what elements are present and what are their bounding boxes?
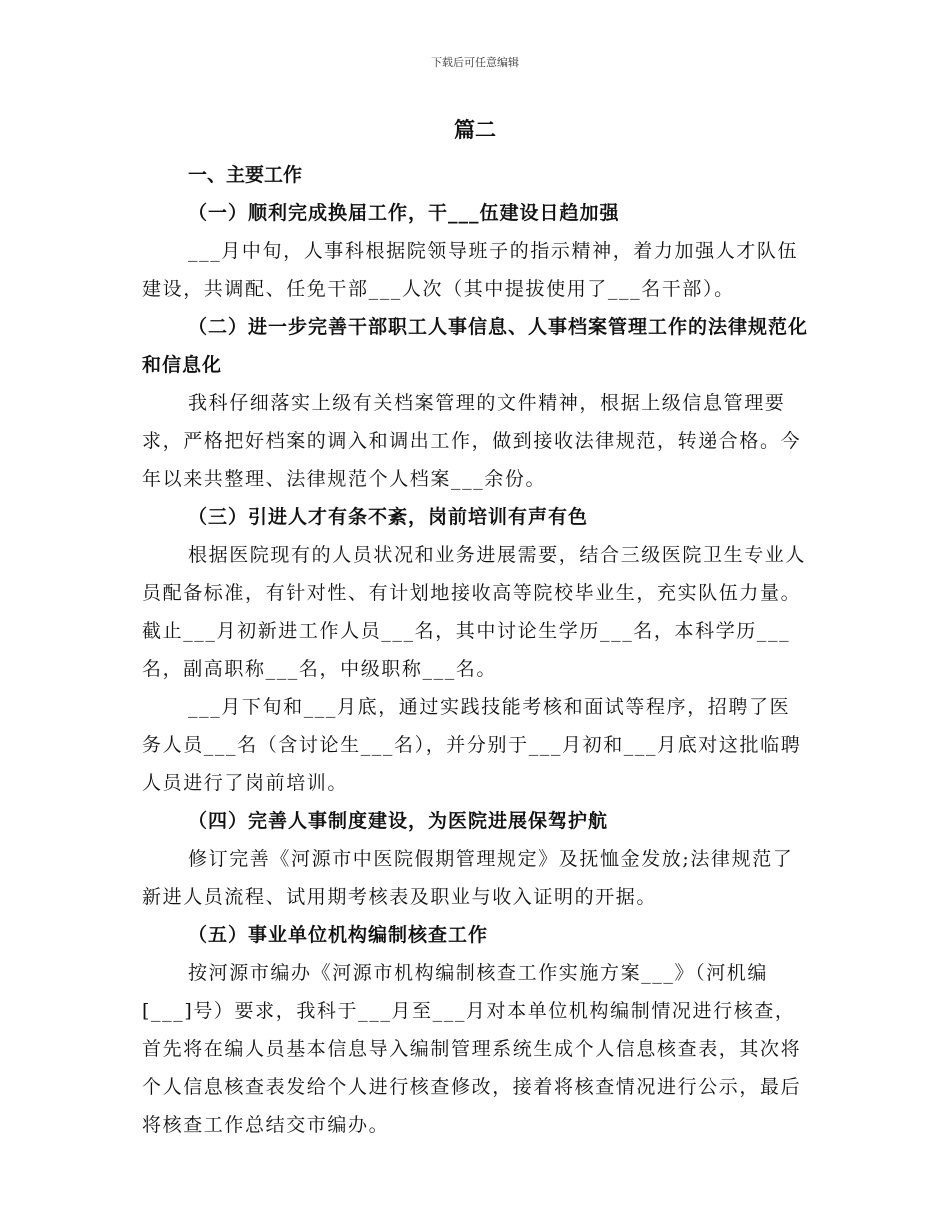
paragraph-1: ___月中旬，人事科根据院领导班子的指示精神，着力加强人才队伍建设，共调配、任免干部___人次（其中提拔使用了___名干部）。 <box>142 240 799 300</box>
paragraph-6: 按河源市编办《河源市机构编制核查工作实施方案___》（河机编[___]号）要求，我科于___月至___月对本单位机构编制情况进行核查，首先将在编人员基本信息导入编制管理系统生成个人信息核查表，其次将个人信息核查表发给个人进行核查修改，接着将核查情况进行公示，最后将核查工作总结交市编办。 <box>142 962 802 1136</box>
subsection-heading-4: （四）完善人事制度建设，为医院进展保驾护航 <box>188 810 609 832</box>
subsection-heading-5: （五）事业单位机构编制核查工作 <box>188 924 489 946</box>
paragraph-2: 我科仔细落实上级有关档案管理的文件精神，根据上级信息管理要求，严格把好档案的调入和调出工作，做到接收法律规范，转递合格。今年以来共整理、法律规范个人档案___余份。 <box>142 392 802 490</box>
page-header-note: 下载后可任意编辑 <box>431 56 519 69</box>
section-heading-main: 一、主要工作 <box>188 164 303 186</box>
paragraph-5: 修订完善《河源市中医院假期管理规定》及抚恤金发放;法律规范了新进人员流程、试用期考核表及职业与收入证明的开据。 <box>142 848 794 908</box>
paragraph-4: ___月下旬和___月底，通过实践技能考核和面试等程序，招聘了医务人员___名（含讨论生___名），并分别于___月初和___月底对这批临聘人员进行了岗前培训。 <box>142 696 802 794</box>
subsection-heading-3: （三）引进人才有条不紊，岗前培训有声有色 <box>188 506 589 528</box>
subsection-heading-2: （二）进一步完善干部职工人事信息、人事档案管理工作的法律规范化和信息化 <box>142 316 809 376</box>
document-body <box>142 156 808 1144</box>
subsection-heading-1: （一）顺利完成换届工作，干___伍建设日趋加强 <box>188 202 620 224</box>
page-title: 篇二 <box>454 118 496 142</box>
paragraph-3: 根据医院现有的人员状况和业务进展需要，结合三级医院卫生专业人员配备标准，有针对性、有计划地接收高等院校毕业生，充实队伍力量。截止___月初新进工作人员___名，其中讨论生学历___名，本科学历___名，副高职称___名，中级职称___名。 <box>142 544 807 680</box>
